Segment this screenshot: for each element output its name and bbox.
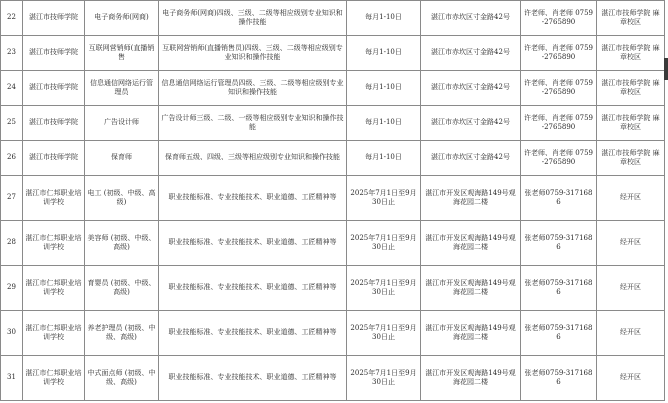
school-name: 湛江市技师学院 [23, 71, 85, 106]
training-content: 职业技能标准、专业技能技术、职业道德、工匠精神等 [159, 311, 347, 356]
occupation-name: 电子商务师(网商) [85, 1, 159, 36]
training-content: 职业技能标准、专业技能技术、职业道德、工匠精神等 [159, 266, 347, 311]
training-time: 每月1-10日 [347, 71, 421, 106]
row-number: 31 [1, 356, 23, 401]
training-content: 广告设计师三级、二级、一级等相应级别专业知识和操作技能 [159, 106, 347, 141]
training-address: 湛江市赤坎区寸金路42号 [421, 36, 521, 71]
training-address: 湛江市开发区观海路149号观海花园二楼 [421, 176, 521, 221]
area-name: 经开区 [597, 266, 665, 311]
training-content: 互联网营销师(直播销售员)四级、三级、二级等相应级别专业知识和操作技能 [159, 36, 347, 71]
contact-info: 许老师、肖老师 0759-2765890 [521, 71, 597, 106]
row-number: 23 [1, 36, 23, 71]
training-address: 湛江市开发区观海路149号观海花园二楼 [421, 221, 521, 266]
table-row [1, 221, 665, 266]
training-content: 保育师五级、四级、三级等相应级别专业知识和操作技能 [159, 141, 347, 176]
occupation-name: 保育师 [85, 141, 159, 176]
table-row [1, 36, 665, 71]
school-name: 湛江市仁邦职业培训学校 [23, 356, 85, 401]
occupation-name: 育婴员 (初级、中级、高级) [85, 266, 159, 311]
school-name: 湛江市技师学院 [23, 36, 85, 71]
row-number: 30 [1, 311, 23, 356]
area-name: 湛江市技师学院 麻章校区 [597, 141, 665, 176]
table-row [1, 176, 665, 221]
training-address: 湛江市开发区观海路149号观海花园二楼 [421, 266, 521, 311]
row-number: 28 [1, 221, 23, 266]
contact-info: 许老师、肖老师 0759-2765890 [521, 106, 597, 141]
row-number: 26 [1, 141, 23, 176]
contact-info: 许老师、肖老师 0759-2765890 [521, 141, 597, 176]
school-name: 湛江市仁邦职业培训学校 [23, 311, 85, 356]
training-address: 湛江市赤坎区寸金路42号 [421, 141, 521, 176]
training-time: 每月1-10日 [347, 141, 421, 176]
area-name: 湛江市技师学院 麻章校区 [597, 106, 665, 141]
row-number: 24 [1, 71, 23, 106]
occupation-name: 广告设计师 [85, 106, 159, 141]
training-address: 湛江市开发区观海路149号观海花园二楼 [421, 311, 521, 356]
area-name: 湛江市技师学院 麻章校区 [597, 1, 665, 36]
table-row [1, 106, 665, 141]
training-time: 2025年7月1日至9月30日止 [347, 266, 421, 311]
table-row [1, 141, 665, 176]
school-name: 湛江市仁邦职业培训学校 [23, 176, 85, 221]
occupation-name: 信息通信网络运行管理员 [85, 71, 159, 106]
training-address: 湛江市赤坎区寸金路42号 [421, 71, 521, 106]
training-address: 湛江市开发区观海路149号观海花园二楼 [421, 356, 521, 401]
training-time: 每月1-10日 [347, 36, 421, 71]
table-row [1, 71, 665, 106]
training-address: 湛江市赤坎区寸金路42号 [421, 106, 521, 141]
school-name: 湛江市技师学院 [23, 1, 85, 36]
occupation-name: 中式面点师 (初级、中级、高级) [85, 356, 159, 401]
training-time: 每月1-10日 [347, 1, 421, 36]
area-name: 经开区 [597, 221, 665, 266]
training-content: 职业技能标准、专业技能技术、职业道德、工匠精神等 [159, 356, 347, 401]
area-name: 经开区 [597, 176, 665, 221]
row-number: 22 [1, 1, 23, 36]
school-name: 湛江市仁邦职业培训学校 [23, 266, 85, 311]
contact-info: 张老师0759-3171686 [521, 356, 597, 401]
contact-info: 张老师0759-3171686 [521, 311, 597, 356]
training-content: 职业技能标准、专业技能技术、职业道德、工匠精神等 [159, 221, 347, 266]
training-time: 每月1-10日 [347, 106, 421, 141]
school-name: 湛江市仁邦职业培训学校 [23, 221, 85, 266]
training-content: 职业技能标准、专业技能技术、职业道德、工匠精神等 [159, 176, 347, 221]
contact-info: 许老师、肖老师 0759-2765890 [521, 36, 597, 71]
table-row [1, 356, 665, 401]
training-content: 信息通信网络运行管理员四级、三级、二级等相应级别专业知识和操作技能 [159, 71, 347, 106]
training-time: 2025年7月1日至9月30日止 [347, 311, 421, 356]
area-name: 经开区 [597, 356, 665, 401]
area-name: 经开区 [597, 311, 665, 356]
contact-info: 许老师、肖老师 0759-2765890 [521, 1, 597, 36]
table-row [1, 311, 665, 356]
occupation-name: 电工 (初级、中级、高级) [85, 176, 159, 221]
contact-info: 张老师0759-3171686 [521, 266, 597, 311]
training-time: 2025年7月1日至9月30日止 [347, 356, 421, 401]
row-number: 29 [1, 266, 23, 311]
contact-info: 张老师0759-3171686 [521, 221, 597, 266]
table-row [1, 1, 665, 36]
training-time: 2025年7月1日至9月30日止 [347, 176, 421, 221]
school-name: 湛江市技师学院 [23, 106, 85, 141]
row-number: 27 [1, 176, 23, 221]
row-number: 25 [1, 106, 23, 141]
table-row [1, 266, 665, 311]
training-content: 电子商务师(网商)四级、三级、二级等相应级别专业知识和操作技能 [159, 1, 347, 36]
contact-info: 张老师0759-3171686 [521, 176, 597, 221]
occupation-name: 互联网营销师(直播销售 [85, 36, 159, 71]
table-body [1, 1, 665, 401]
school-name: 湛江市技师学院 [23, 141, 85, 176]
training-address: 湛江市赤坎区寸金路42号 [421, 1, 521, 36]
occupation-name: 养老护理员 (初级、中级、高级) [85, 311, 159, 356]
scrollbar-thumb[interactable] [664, 58, 668, 80]
area-name: 湛江市技师学院 麻章校区 [597, 36, 665, 71]
training-time: 2025年7月1日至9月30日止 [347, 221, 421, 266]
area-name: 湛江市技师学院 麻章校区 [597, 71, 665, 106]
occupation-name: 美容师 (初级、中级、高级) [85, 221, 159, 266]
